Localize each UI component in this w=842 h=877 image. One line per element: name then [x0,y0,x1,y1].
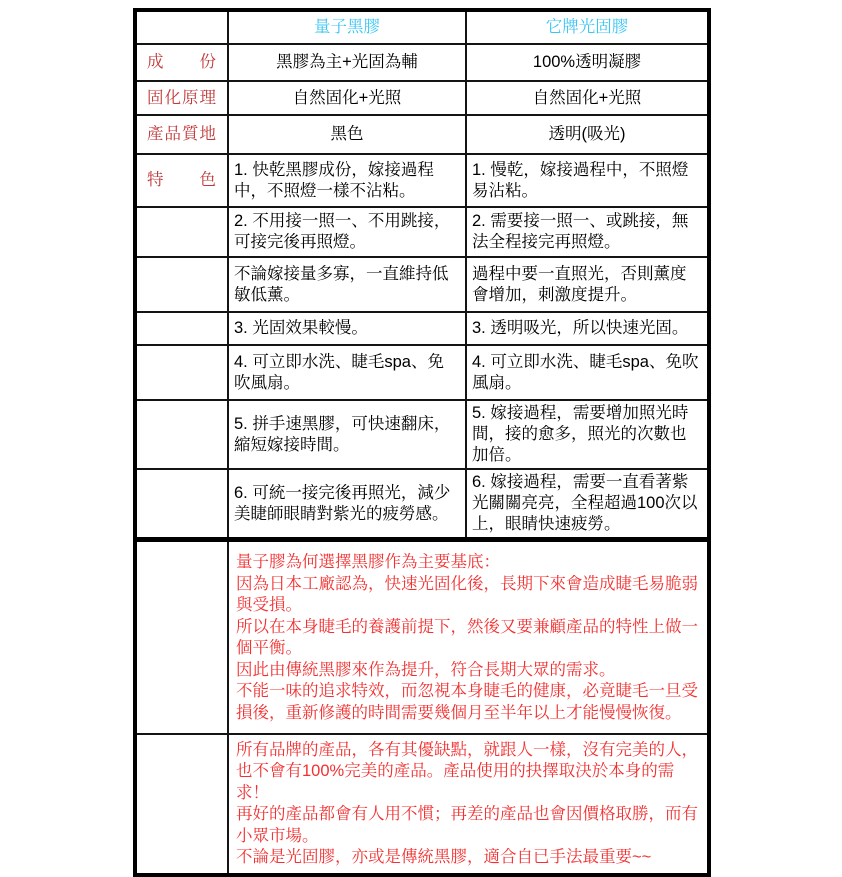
feature-left-cell: 不論嫁接量多寡，一直維持低敏低薰。 [228,257,466,312]
feature-row-5 [135,345,709,400]
feature-left-cell: 5. 拼手速黑膠，可快速翻床，縮短嫁接時間。 [228,400,466,469]
note-block-conclusion [228,734,709,875]
note-line: 量子膠為何選擇黑膠作為主要基底： [236,553,500,571]
feature-row-6 [135,400,709,469]
spec-value-right: 100%透明凝膠 [466,44,709,81]
note-block-why-black-glue [228,540,709,734]
feature-left-cell: 2. 不用接一照一、不用跳接，可接完後再照燈。 [228,207,466,257]
empty-label-cell [135,257,228,312]
spec-label-ingredients: 成 份 [135,44,228,81]
feature-right-cell: 6. 嫁接過程，需要一直看著紫光關關亮亮，全程超過100次以上，眼睛快速疲勞。 [466,469,709,540]
spec-value-right: 自然固化+光照 [466,81,709,115]
spec-row-texture [135,115,709,154]
empty-label-cell [135,312,228,345]
note-line: 不能一味的追求特效，而忽視本身睫毛的健康，必竟睫毛一旦受損後，重新修護的時間需要幾個月至半年以上才能慢慢恢復。 [236,682,698,722]
spec-value-left: 黑膠為主+光固為輔 [228,44,466,81]
feature-row-1 [135,154,709,207]
feature-right-cell: 過程中要一直照光，否則薰度會增加，刺激度提升。 [466,257,709,312]
feature-right-cell: 2. 需要接一照一、或跳接，無法全程接完再照燈。 [466,207,709,257]
feature-right-cell: 4. 可立即水洗、睫毛spa、免吹風扇。 [466,345,709,400]
header-product-left: 量子黑膠 [228,10,466,44]
feature-left-cell: 4. 可立即水洗、睫毛spa、免吹風扇。 [228,345,466,400]
feature-left-cell: 1. 快乾黑膠成份，嫁接過程中，不照燈一樣不沾粘。 [228,154,466,207]
empty-label-cell [135,400,228,469]
empty-label-cell [135,734,228,875]
feature-label: 特 色 [135,154,228,207]
feature-row-3 [135,257,709,312]
empty-label-cell [135,540,228,734]
note-line: 所有品牌的產品，各有其優缺點，就跟人一樣，沒有完美的人，也不會有100%完美的產品。產品使用的抉擇取決於本身的需求！ [236,740,698,802]
spec-row-ingredients [135,44,709,81]
note-line: 再好的產品都會有人用不慣；再差的產品也會因價格取勝，而有小眾市場。 [236,805,698,845]
feature-right-cell: 5. 嫁接過程，需要增加照光時間，接的愈多，照光的次數也加倍。 [466,400,709,469]
feature-row-4 [135,312,709,345]
spec-value-right: 透明(吸光) [466,115,709,154]
comparison-table [133,8,711,877]
note-row-2 [135,734,709,875]
spec-value-left: 自然固化+光照 [228,81,466,115]
header-row [135,10,709,44]
note-line: 因此由傳統黑膠來作為提升，符合長期大眾的需求。 [236,660,616,679]
empty-label-cell [135,345,228,400]
feature-right-cell: 3. 透明吸光，所以快速光固。 [466,312,709,345]
note-line: 所以在本身睫毛的養護前提下，然後又要兼顧產品的特性上做一個平衡。 [236,617,698,657]
note-line: 因為日本工廠認為，快速光固化後，長期下來會造成睫毛易脆弱與受損。 [236,574,698,614]
spec-label-texture: 產品質地 [135,115,228,154]
empty-label-cell [135,207,228,257]
header-product-right: 它牌光固膠 [466,10,709,44]
feature-left-cell: 6. 可統一接完後再照光，減少美睫師眼睛對紫光的疲勞感。 [228,469,466,540]
feature-left-cell: 3. 光固效果較慢。 [228,312,466,345]
feature-right-cell: 1. 慢乾，嫁接過程中，不照燈易沾粘。 [466,154,709,207]
spec-value-left: 黑色 [228,115,466,154]
empty-label-cell [135,469,228,540]
note-row-1 [135,540,709,734]
feature-row-7 [135,469,709,540]
header-empty-cell [135,10,228,44]
spec-row-curing [135,81,709,115]
spec-label-curing: 固化原理 [135,81,228,115]
feature-row-2 [135,207,709,257]
note-line: 不論是光固膠，亦或是傳統黑膠，適合自已手法最重要~~ [236,848,652,866]
